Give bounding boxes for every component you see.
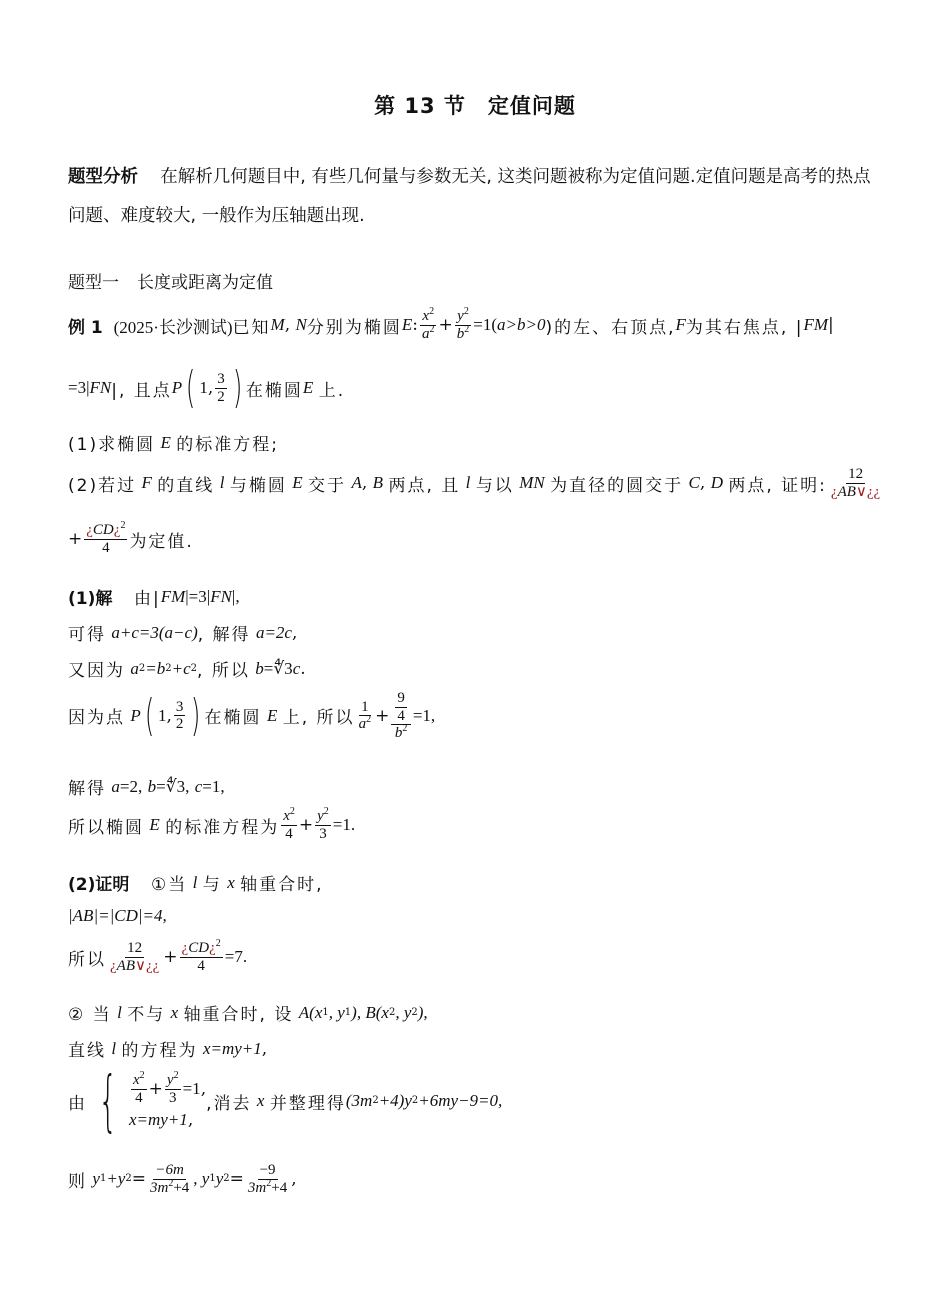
fraction-12-ab: $\frac{12}{¿AB\vee¿¿}$ — [830, 466, 881, 500]
right-paren: ) — [232, 362, 243, 413]
solution-2-line-1: (2)证明 ①当 l 与 x 轴重合时, — [68, 872, 324, 895]
fraction-9-4-b2: $\frac{\frac{9}{4}}{b^2}$ — [391, 690, 411, 742]
section-heading: 题型一 长度或距离为定值 — [68, 273, 273, 293]
fraction-cd-4: $\frac{¿CD¿^2}{4}$ — [86, 520, 126, 556]
solution-1-line-6: 所以椭圆 E 的标准方程为 $\frac{x^2}{4}$ + $\frac{y^2}{3}$ =1. — [68, 806, 356, 842]
fraction-y2-3: $\frac{y^2}{3}$ — [166, 1070, 179, 1106]
fraction-3-2: $\frac{3}{2}$ — [217, 371, 225, 405]
example-line-1: 例 1 (2025·长沙测试) 已知 M , N 分别为椭圆 E : $\frac{x^2}{a^2}$ + $\frac{y^2}{b^2}$ =1( a>b>0 )的左、右顶点, F 为其右焦点, | FM | — [68, 306, 834, 342]
solution-1-line-5: 解得 a =2, b =∜3, c =1, — [68, 776, 225, 799]
fraction-sum-roots: $\frac{-6m}{3m^2+4}$ — [149, 1162, 190, 1196]
solution-2-line-5: 直线 l 的方程为 x=my+1 , — [68, 1038, 268, 1061]
page-title: 第 13 节 定值问题 — [374, 94, 576, 118]
solution-1-line-4: 因为点 P ( 1 , $\frac{3}{2}$ ) 在椭圆 E 上, 所以 $\frac{1}{a^2}$ + $\frac{\frac{9}{4}}{b^2}$ =1, — [68, 689, 436, 741]
solution-1-line-3: 又因为 a 2 =b 2 +c 2 , 所以 b =∜3 c . — [68, 658, 306, 681]
question-2-line-2: + $\frac{¿CD¿^2}{4}$ 为定值. — [68, 520, 194, 556]
equation-system: $\frac{x^2}{4}$ + $\frac{y^2}{3}$ =1 , x=my+1 , — [129, 1070, 207, 1130]
right-paren: ) — [191, 689, 201, 741]
intro-paragraph — [68, 158, 884, 236]
example-line-2: =3| FN |, 且点 P ( 1 , $\frac{3}{2}$ ) 在椭圆 E 上. — [68, 362, 346, 413]
fraction-12-ab: $\frac{12}{¿AB\vee¿¿}$ — [110, 940, 160, 974]
fraction-x2-4: $\frac{x^2}{4}$ — [133, 1070, 145, 1106]
solution-2-line-6: 由 { $\frac{x^2}{4}$ + $\frac{y^2}{3}$ =1 , x=my+1 , ,消去 x 并整理得 (3m 2 +4)y 2 +6my−9=0, — [68, 1062, 503, 1139]
left-brace: { — [98, 1062, 118, 1139]
intro-label: 题型分析 — [68, 167, 138, 187]
fraction-x2-4: $\frac{x^2}{4}$ — [283, 806, 295, 842]
fraction-cd-4: $\frac{¿CD¿^2}{4}$ — [181, 938, 221, 974]
fraction-x2-a2: $\frac{x^2}{a^2}$ — [422, 306, 435, 342]
left-paren: ( — [144, 689, 155, 741]
solution-2-line-4: ② 当 l 不与 x 轴重合时, 设 A(x 1 , y 1 ), B(x 2 , y 2 ), — [68, 1002, 428, 1025]
solution-2-line-7: 则 y 1 +y 2 = $\frac{-6m}{3m^2+4}$ , y 1 y 2 = $\frac{-9}{3m^2+4}$ , — [68, 1162, 297, 1196]
solution-1-line-2: 可得 a+c=3(a−c) , 解得 a=2c , — [68, 622, 298, 645]
fraction-y2-b2: $\frac{y^2}{b^2}$ — [456, 306, 470, 342]
fraction-1-a2: $\frac{1}{a^2}$ — [358, 698, 372, 733]
solution-2-line-3: 所以 $\frac{12}{¿AB\vee¿¿}$ + $\frac{¿CD¿^2}{4}$ =7. — [68, 938, 248, 974]
fraction-3-2: $\frac{3}{2}$ — [175, 698, 184, 733]
fraction-y2-3: $\frac{y^2}{3}$ — [317, 806, 329, 842]
fraction-product-roots: $\frac{-9}{3m^2+4}$ — [247, 1162, 288, 1196]
question-1: (1)求椭圆 E 的标准方程; — [68, 432, 280, 455]
solution-1-line-1: (1)解 由| FM |=3| FN |, — [68, 586, 240, 609]
intro-text: 在解析几何题目中, 有些几何量与参数无关, 这类问题被称为定值问题.定值问题是高考的热点问题、难度较大, 一般作为压轴题出现. — [68, 167, 871, 226]
left-paren: ( — [186, 362, 196, 413]
solution-2-line-2: |AB|=|CD|=4, — [68, 906, 167, 925]
question-2-line-1: (2)若过 F 的直线 l 与椭圆 E 交于 A , B 两点, 且 l 与以 MN 为直径的圆交于 C , D 两点, 证明: $\frac{12}{¿AB\vee¿¿}$ — [68, 466, 881, 500]
